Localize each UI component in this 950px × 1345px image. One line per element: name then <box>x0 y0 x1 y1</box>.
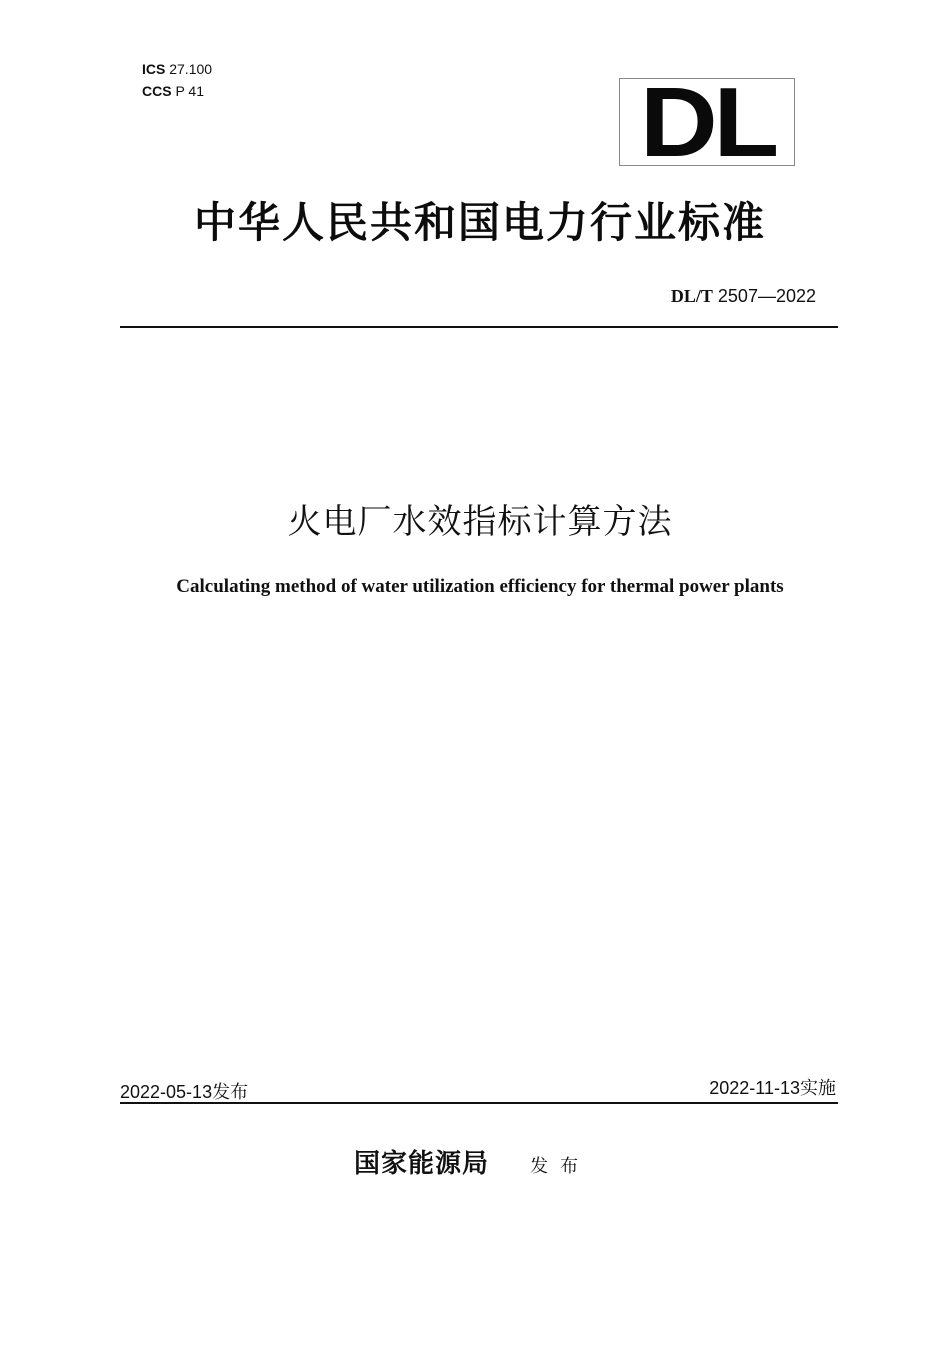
classification-codes <box>142 58 212 102</box>
dl-logo <box>619 67 795 177</box>
implementation-date: 2022-11-13实施 <box>709 1078 836 1098</box>
standard-type-heading: 中华人民共和国电力行业标准 <box>193 198 766 247</box>
top-divider <box>120 326 838 328</box>
dl-logo-text: DL <box>639 67 775 177</box>
publisher-organization: 国家能源局 <box>354 1149 490 1179</box>
standard-number <box>671 286 816 307</box>
ics-label: ICS <box>142 61 166 77</box>
ccs-label: CCS <box>142 83 172 99</box>
ics-value: 27.100 <box>169 61 213 77</box>
ccs-value: P 41 <box>175 83 204 99</box>
publisher-action: 发布 <box>530 1156 591 1177</box>
issue-date: 2022-05-13发布 <box>120 1082 249 1102</box>
ics-code <box>142 58 212 80</box>
standard-number-value: 2507—2022 <box>717 286 816 306</box>
ccs-code <box>142 80 212 102</box>
title-english: Calculating method of water utilization efficiency for thermal power plants <box>176 576 784 597</box>
title-chinese: 火电厂水效指标计算方法 <box>287 502 673 542</box>
standard-number-prefix: DL/T <box>670 286 713 306</box>
publisher-line <box>354 1143 590 1180</box>
bottom-divider <box>120 1102 838 1104</box>
